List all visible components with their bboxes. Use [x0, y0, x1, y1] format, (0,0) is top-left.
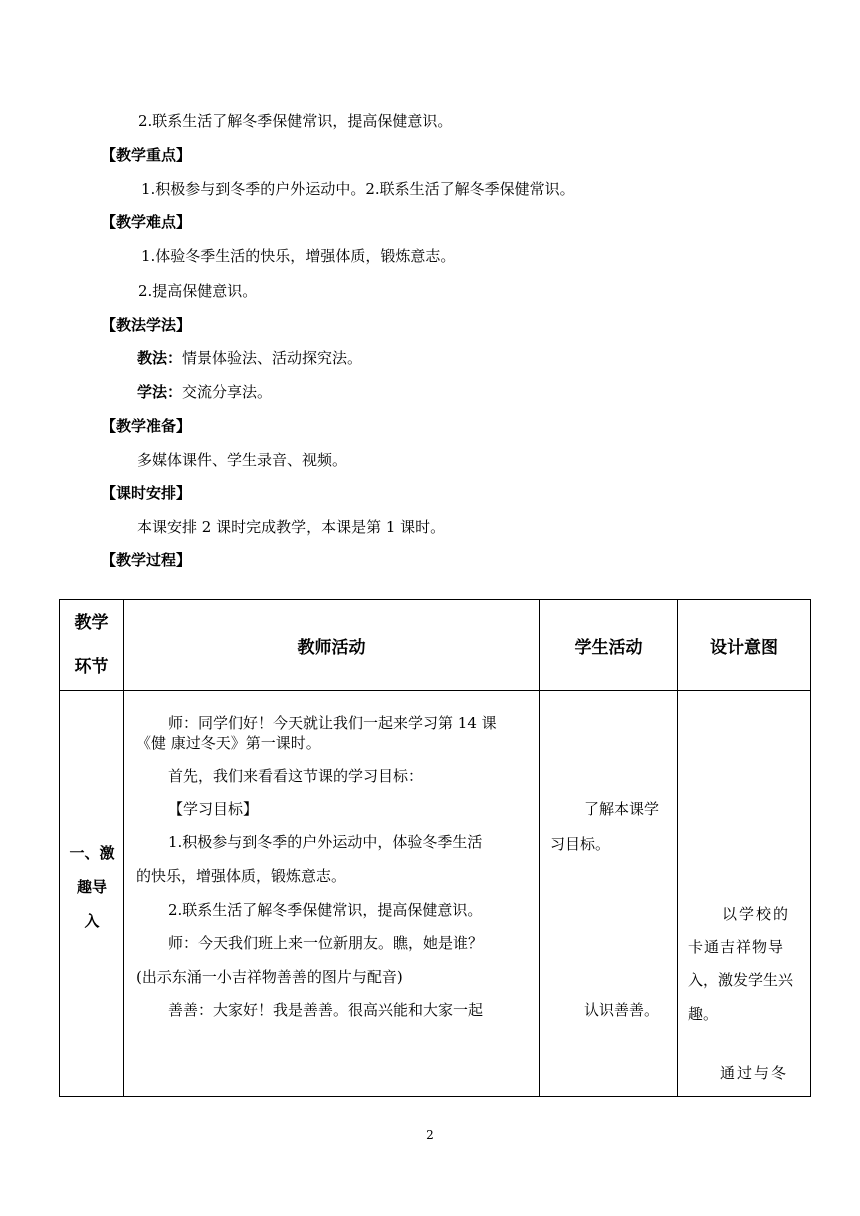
design-intent-cell — [678, 691, 811, 1097]
page-number: 2 — [426, 1128, 434, 1142]
table-row — [60, 691, 811, 1097]
teacher-line-4: 【学习目标】 — [168, 800, 259, 818]
stage-name-line-3: 入 — [84, 912, 100, 930]
learning-method-text: 交流分享法。 — [182, 383, 273, 401]
learning-method — [137, 382, 272, 402]
teacher-line-10: 善善：大家好！我是善善。很高兴能和大家一起 — [168, 1001, 484, 1019]
difficulties-heading: 【教学难点】 — [101, 213, 192, 231]
stage-name-line-2: 趣导 — [76, 878, 107, 896]
difficulties-line-2: 2.提高保健意识。 — [138, 282, 258, 300]
preparation-text: 多媒体课件、学生录音、视频。 — [137, 451, 348, 469]
process-heading: 【教学过程】 — [101, 551, 192, 569]
teaching-method-label: 教法： — [137, 349, 183, 367]
header-stage — [60, 600, 124, 691]
teaching-method-text: 情景体验法、活动探究法。 — [182, 349, 363, 367]
student-line-1: 了解本课学 — [584, 800, 660, 818]
key-points-text: 1.积极参与到冬季的户外运动中。2.联系生活了解冬季保健常识。 — [141, 180, 575, 198]
student-line-2: 习目标。 — [550, 835, 611, 853]
teacher-line-6: 的快乐，增强体质，锻炼意志。 — [136, 867, 347, 885]
teaching-method — [137, 348, 362, 368]
methods-heading: 【教法学法】 — [101, 316, 192, 334]
lesson-process-table — [59, 599, 811, 1097]
header-teacher-activity: 教师活动 — [124, 600, 540, 691]
teacher-line-2: 《健 康过冬天》第一课时。 — [136, 734, 321, 752]
stage-name-line-1: 一、激 — [69, 844, 115, 862]
stage-cell — [60, 691, 124, 1097]
preparation-heading: 【教学准备】 — [101, 417, 192, 435]
teacher-line-1: 师：同学们好！今天就让我们一起来学习第 14 课 — [168, 714, 497, 732]
key-points-heading: 【教学重点】 — [101, 146, 192, 164]
design-line-5: 通过与冬 — [720, 1064, 789, 1082]
design-line-1: 以学校的 — [722, 905, 791, 923]
header-student-activity: 学生活动 — [540, 600, 678, 691]
teacher-line-9: (出示东涌一小吉祥物善善的图片与配音) — [136, 968, 403, 986]
teacher-line-8: 师：今天我们班上来一位新朋友。瞧，她是谁？ — [168, 934, 484, 952]
teacher-line-7: 2.联系生活了解冬季保健常识，提高保健意识。 — [168, 901, 483, 919]
table-header-row — [60, 600, 811, 691]
teacher-activity-cell — [124, 691, 540, 1097]
goal-line-2: 2.联系生活了解冬季保健常识，提高保健意识。 — [138, 112, 453, 130]
schedule-heading: 【课时安排】 — [101, 484, 192, 502]
student-activity-cell — [540, 691, 678, 1097]
design-line-4: 趣。 — [688, 1005, 719, 1023]
difficulties-line-1: 1.体验冬季生活的快乐，增强体质，锻炼意志。 — [141, 247, 456, 265]
header-stage-line-2: 环节 — [74, 657, 109, 677]
teacher-line-5: 1.积极参与到冬季的户外运动中，体验冬季生活 — [168, 833, 483, 851]
header-design-intent: 设计意图 — [678, 600, 811, 691]
teacher-line-3: 首先，我们来看看这节课的学习目标： — [168, 767, 424, 785]
learning-method-label: 学法： — [137, 383, 183, 401]
design-line-3: 入，激发学生兴 — [688, 971, 794, 989]
student-line-3: 认识善善。 — [584, 1001, 660, 1019]
header-stage-line-1: 教学 — [74, 613, 109, 633]
design-line-2: 卡通吉祥物导 — [688, 938, 785, 956]
schedule-text: 本课安排 2 课时完成教学，本课是第 1 课时。 — [137, 518, 446, 536]
